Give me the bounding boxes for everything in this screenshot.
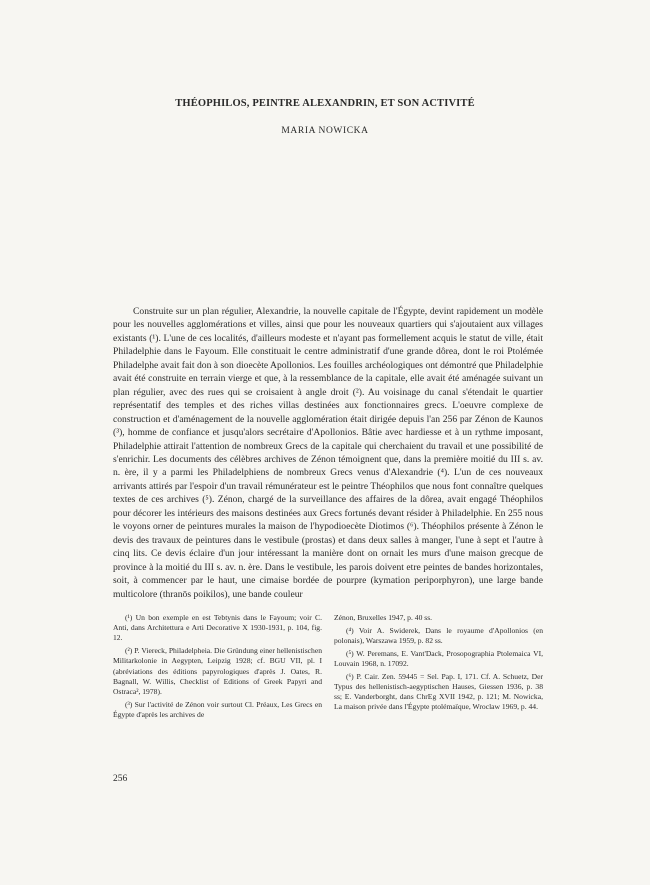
footnote-4: (⁴) Voir A. Swiderek, Dans le royaume d'Apollonios (en polonais), Warszawa 1959, p. 82 ss. xyxy=(334,625,543,645)
page-number: 256 xyxy=(113,774,128,784)
article-title: THÉOPHILOS, PEINTRE ALEXANDRIN, ET SON ACTIVITÉ xyxy=(175,98,475,109)
article-author: MARIA NOWICKA xyxy=(281,126,369,136)
footnote-5: (⁵) W. Peremans, E. Vant'Dack, Prosopographia Ptolemaica VI, Louvain 1968, n. 17092. xyxy=(334,648,543,668)
footnotes-left-column xyxy=(113,613,322,723)
footnote-6: (⁶) P. Cair. Zen. 59445 = Sel. Pap. I, 171. Cf. A. Schuetz, Der Typus des hellenistisch-aegyptischen Hauses, Giessen 1936, p. 38 ss; E. Vanderborght, dans ChrEg XVII 1942, p. 121; M. Nowicka, La maison privée dans l'Égypte ptolémaïque, Wroclaw 1969, p. 44. xyxy=(334,671,543,712)
footnote-3: (³) Sur l'activité de Zénon voir surtout Cl. Préaux, Les Grecs en Égypte d'après les archives de xyxy=(113,699,322,719)
article-body xyxy=(113,305,543,601)
body-paragraph: Construite sur un plan régulier, Alexandrie, la nouvelle capitale de l'Égypte, devint rapidement un modèle pour les nouvelles agglomérations et villes, ainsi que pour les nouveaux quartiers qui s'ajoutaient aux villages existants (¹). L'une de ces localités, d'ailleurs modeste et n'ayant pas formellement acquis le statut de ville, était Philadelphie dans le Fayoum. Elle constituait le centre administratif d'une grande dôrea, dont le roi Ptolémée Philadelphe avait fait don à son dioecète Apollonios. Les fouilles archéologiques ont démontré que Philadelphie avait été construite en terrain vierge et que, à la ressemblance de la capitale, elle avait été aménagée suivant un plan régulier, avec des rues qui se croisaient à angle droit (²). Au voisinage du canal s'étendait le quartier représentatif des temples et des riches villas destinées aux fonctionnaires grecs. L'oeuvre complexe de construction et d'aménagement de la nouvelle agglomération était dirigée depuis l'an 256 par Zénon de Kaunos (³), homme de confiance et jusqu'alors secrétaire d'Apollonios. Bâtie avec hardiesse et à un rythme imposant, Philadelphie attirait l'attention de nombreux Grecs de la capitale qui cherchaient du travail et une possibilité de s'enrichir. Les documents des célèbres archives de Zénon témoignent que, dans la première moitié du III s. av. n. ère, il y a parmi les Philadelphiens de nombreux Grecs venus d'Alexandrie (⁴). L'un de ces nouveaux arrivants attirés par l'espoir d'un travail rémunérateur est le peintre Théophilos que nous font connaître quelques textes de ces archives (⁵). Zénon, chargé de la surveillance des affaires de la dôrea, avait engagé Théophilos pour décorer les intérieurs des maisons destinées aux Grecs fortunés devant résider à Philadelphie. En 255 nous le voyons orner de peintures murales la maison de l'hypodioecète Diotimos (⁶). Théophilos présente à Zénon le devis des travaux de peintures dans le vestibule (prostas) et dans deux salles à manger, l'une à sept et l'autre à cinq lits. Ce devis éclaire d'un jour intéressant la manière dont on ornait les murs d'une maison grecque de province à la moitié du III s. av. n. ère. Dans le vestibule, les parois doivent etre peintes de bandes horizontales, soit, à commencer par le haut, une cimaise bordée de pourpre (kymation periporphyron), une large bande multicolore (thranōs poikilos), une bande couleur xyxy=(113,306,543,600)
footnote-3-continued: Zénon, Bruxelles 1947, p. 40 ss. xyxy=(334,613,433,622)
footnotes-right-column xyxy=(334,613,543,723)
footnote-1: (¹) Un bon exemple en est Tebtynis dans le Fayoum; voir C. Anti, dans Architettura e Arti Decorative X 1930-1931, p. 104, fig. 12. xyxy=(113,613,322,643)
footnote-2: (²) P. Viereck, Philadelpheia. Die Gründung einer hellenistischen Militarkolonie in Aegypten, Leipzig 1928; cf. BGU VII, pl. I (abréviations des éditions papyrologiques d'après J. Oates, R. Bagnall, W. Willis, Checklist of Editions of Greek Papyri and Ostraca², 1978). xyxy=(113,646,322,696)
footnotes xyxy=(113,613,543,723)
